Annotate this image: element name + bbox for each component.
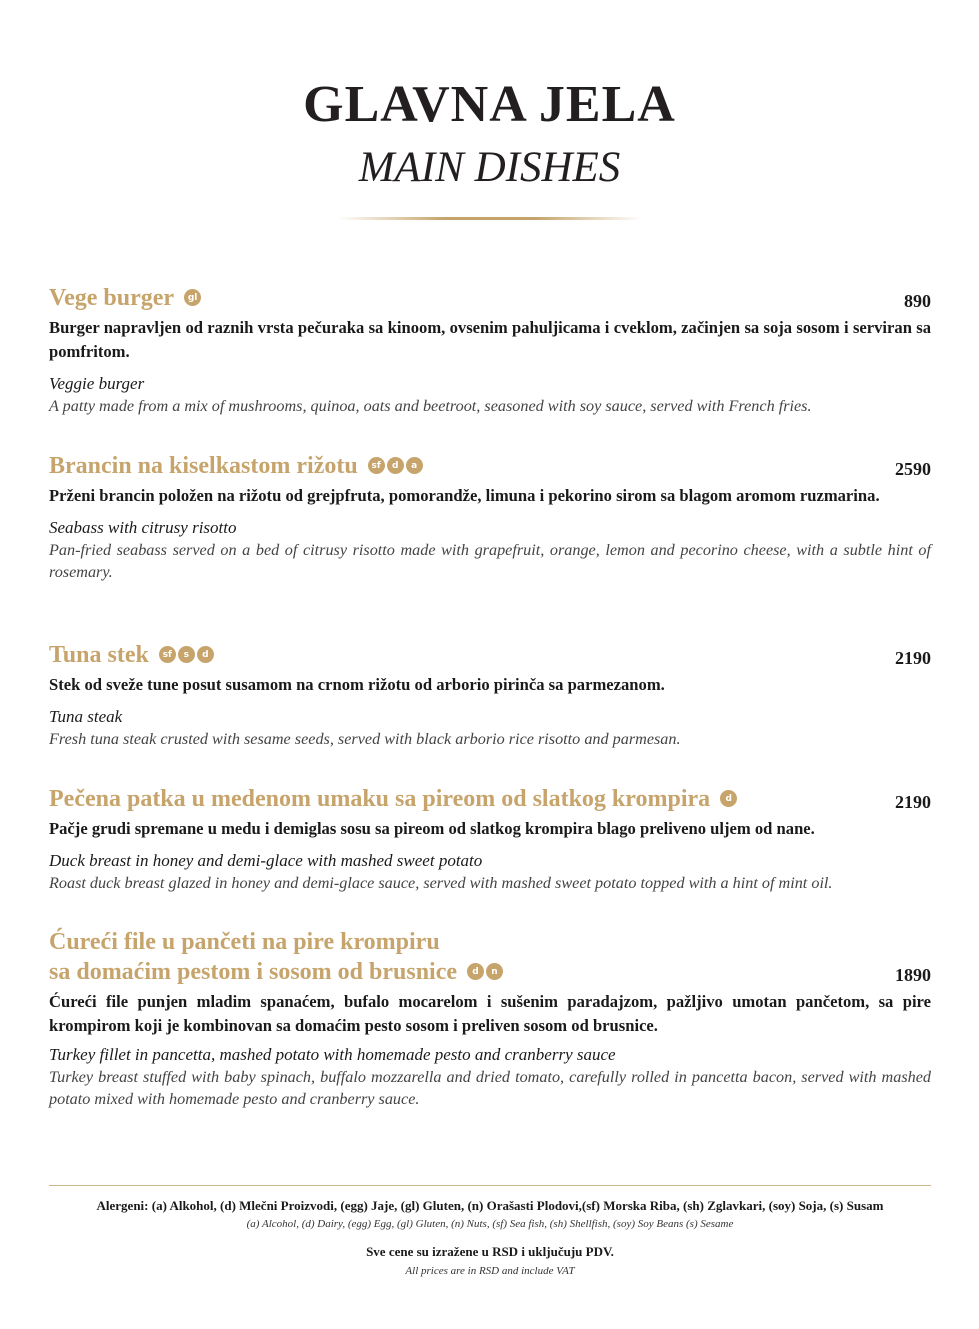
dish-name-en: Turkey fillet in pancetta, mashed potato with homemade pesto and cranberry sauce xyxy=(49,1045,616,1064)
dish-name-en: Duck breast in honey and demi-glace with mashed sweet potato xyxy=(49,851,483,870)
page-subtitle: MAIN DISHES xyxy=(358,144,621,191)
dish-header xyxy=(49,784,931,814)
dish-brancin xyxy=(49,451,931,583)
allergen-nuts-icon: n xyxy=(486,963,503,980)
dish-header xyxy=(49,451,931,481)
dish-description-sr: Pačje grudi spremane u medu i demiglas sosu sa pireom od slatkog krompira blago preliveno uljem od nane. xyxy=(49,819,815,838)
dish-name-en: Tuna steak xyxy=(49,707,123,726)
page-title: GLAVNA JELA xyxy=(303,76,676,133)
allergen-sea-fish-icon: sf xyxy=(159,646,176,663)
dish-price: 2190 xyxy=(895,648,931,668)
dish-header xyxy=(49,640,931,670)
dish-header xyxy=(49,283,931,313)
dish-name: Tuna stek xyxy=(49,642,149,668)
dish-name-en: Seabass with citrusy risotto xyxy=(49,518,237,537)
allergen-sesame-icon: s xyxy=(178,646,195,663)
dish-name-en: Veggie burger xyxy=(49,374,145,393)
allergen-badges xyxy=(368,455,425,474)
allergen-dairy-icon: d xyxy=(467,963,484,980)
dish-price: 2590 xyxy=(895,459,931,479)
footer-divider xyxy=(49,1185,931,1186)
dish-name: Vege burger xyxy=(49,285,175,311)
price-note-en: All prices are in RSD and include VAT xyxy=(405,1265,575,1277)
allergen-legend-sr: Alergeni: (a) Alkohol, (d) Mlečni Proizvodi, (egg) Jaje, (gl) Gluten, (n) Orašasti Plodovi,(sf) Morska Riba, (sh) Zglavkari, (soy) Soja, (s) Susam xyxy=(96,1198,884,1213)
dish-description-sr: Ćureći file punjen mladim spanaćem, bufalo mocarelom i sušenim paradajzom, pažljivo umotan pančetom, sa pire krompirom koji je kombinovan sa domaćim pesto sosom i preliven sosom od brusnice. xyxy=(49,992,931,1035)
dish-price: 890 xyxy=(904,291,931,311)
dish-pecena-patka xyxy=(49,784,931,894)
dish-cureci-file xyxy=(49,927,931,1110)
dish-description-en: Fresh tuna steak crusted with sesame seeds, served with black arborio rice risotto and parmesan. xyxy=(49,730,681,748)
dish-description-sr: Burger napravljen od raznih vrsta pečuraka sa kinoom, ovsenim pahuljicama i cveklom, začinjen sa soja sosom i serviran sa pomfritom. xyxy=(49,318,931,361)
dish-vege-burger xyxy=(49,283,931,417)
dish-description-en: Turkey breast stuffed with baby spinach, buffalo mozzarella and dried tomato, carefully rolled in pancetta bacon, served with mashed potato mixed with homemade pesto and cranberry sauce. xyxy=(49,1068,931,1108)
allergen-dairy-icon: d xyxy=(387,457,404,474)
dish-price: 2190 xyxy=(895,792,931,812)
dish-description-en: A patty made from a mix of mushrooms, quinoa, oats and beetroot, seasoned with soy sauce, served with French fries. xyxy=(49,397,812,415)
allergen-dairy-icon: d xyxy=(720,790,737,807)
allergen-dairy-icon: d xyxy=(197,646,214,663)
allergen-legend-en: (a) Alcohol, (d) Dairy, (egg) Egg, (gl) Gluten, (n) Nuts, (sf) Sea fish, (sh) Shellfish, (soy) Soy Beans (s) Sesame xyxy=(246,1218,734,1230)
allergen-badges xyxy=(159,644,216,663)
price-note-sr: Sve cene su izražene u RSD i uključuju PDV. xyxy=(366,1244,614,1259)
allergen-badges xyxy=(720,788,739,807)
allergen-alcohol-icon: a xyxy=(406,457,423,474)
title-divider xyxy=(338,217,642,220)
dish-name-line2: sa domaćim pestom i sosom od brusnice xyxy=(49,959,458,985)
dish-description-sr: Prženi brancin položen na rižotu od grejpfruta, pomorandže, limuna i pekorino sirom sa blagom aromom ruzmarina. xyxy=(49,486,880,505)
allergen-gluten-icon: gl xyxy=(184,289,201,306)
dish-name: Brancin na kiselkastom rižotu xyxy=(49,453,358,479)
dish-description-en: Roast duck breast glazed in honey and demi-glace sauce, served with mashed sweet potato topped with a hint of mint oil. xyxy=(49,874,833,892)
dish-header xyxy=(49,957,931,987)
dish-name-line1: Ćureći file u pančeti na pire krompiru xyxy=(49,929,440,955)
allergen-badges xyxy=(467,961,505,980)
dish-description-en: Pan-fried seabass served on a bed of citrusy risotto made with grapefruit, orange, lemon and pecorino cheese, with a subtle hint of rosemary. xyxy=(49,541,931,581)
allergen-sea-fish-icon: sf xyxy=(368,457,385,474)
dish-description-sr: Stek od sveže tune posut susamom na crnom rižotu od arborio pirinča sa parmezanom. xyxy=(49,675,665,694)
dish-name: Pečena patka u medenom umaku sa pireom od slatkog krompira xyxy=(49,786,711,812)
dish-price: 1890 xyxy=(895,965,931,985)
dish-tuna-stek xyxy=(49,640,931,750)
allergen-badges xyxy=(184,287,203,306)
